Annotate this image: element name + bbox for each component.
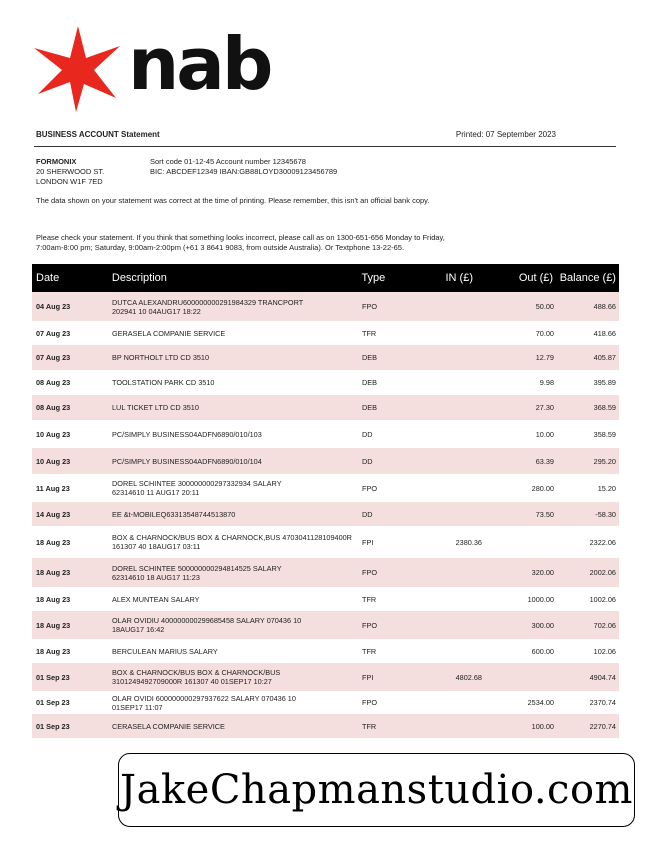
bic-iban: BIC: ABCDEF12349 IBAN:GB88LOYD30009123456789: [150, 167, 338, 176]
cell-balance: 2002.06: [589, 568, 616, 577]
transactions-table: [32, 264, 619, 738]
statement-title: BUSINESS ACCOUNT Statement: [36, 130, 160, 139]
description-line: 62314610 11 AUG17 20:11: [112, 488, 200, 497]
table-row: [32, 714, 619, 738]
description-line: BP NORTHOLT LTD CD 3510: [112, 353, 210, 362]
cell-balance: 418.66: [593, 328, 616, 338]
cell-date: 04 Aug 23: [36, 302, 71, 311]
cell-out: 70.00: [535, 328, 554, 338]
cell-type: FPO: [362, 302, 377, 311]
description-line: CERASELA COMPANIE SERVICE: [112, 721, 225, 731]
nab-logo: [32, 24, 272, 114]
cell-type: DEB: [362, 353, 378, 362]
cell-balance: 2370.74: [589, 698, 616, 707]
cell-date: 18 Aug 23: [36, 568, 71, 577]
cell-description: [110, 533, 360, 551]
cell-balance: 102.06: [593, 646, 616, 656]
cell-type: FPI: [362, 672, 374, 682]
account-name: FORMONIX: [36, 157, 77, 166]
logo-wordmark: nab: [128, 22, 271, 106]
description-line: ALEX MUNTEAN SALARY: [112, 594, 200, 604]
description-line: DUTCA ALEXANDRU600000000291984329 TRANCPORT: [112, 297, 304, 307]
cell-out: 73.50: [535, 509, 554, 519]
cell-balance: 295.20: [593, 456, 616, 466]
cell-date: 08 Aug 23: [36, 403, 71, 412]
check-note: Please check your statement. If you think that something looks incorrect, please call as on 1300-651-656 Monday to Friday, 7:00am-8:00 pm; Saturday, 9:00am-2:00pm (+61 3 8641 9083, from outside Australia). Or Textphone 13-22-65.: [36, 233, 445, 252]
cell-out: 12.79: [535, 353, 554, 362]
cell-date: 10 Aug 23: [36, 429, 71, 439]
table-row: [32, 345, 619, 370]
table-row: [32, 611, 619, 639]
cell-out: 600.00: [531, 646, 554, 656]
cell-out: 27.30: [535, 403, 554, 412]
cell-type: FPO: [362, 568, 377, 577]
cell-type: FPI: [362, 537, 374, 547]
cell-type: DEB: [362, 378, 378, 387]
cell-date: 11 Aug 23: [36, 483, 70, 493]
description-line: 3101249492709000R 161307 40 01SEP17 10:27: [112, 677, 272, 686]
cell-out: 9.98: [539, 378, 554, 387]
cell-type: DD: [362, 509, 373, 519]
table-row: [32, 292, 619, 321]
cell-balance: 395.89: [593, 378, 616, 387]
cell-out: 100.00: [531, 721, 554, 731]
cell-date: 07 Aug 23: [36, 328, 71, 338]
cell-description: [110, 722, 360, 731]
description-line: BOX & CHARNOCK/BUS BOX & CHARNOCK/BUS: [112, 668, 281, 677]
description-line: 161307 40 18AUG17 03:11: [112, 542, 201, 551]
cell-in: 2380.36: [455, 537, 482, 547]
description-line: OLAR OVIDI 600000000297937622 SALARY 070436 10: [112, 693, 296, 703]
header-out: Out (£): [518, 272, 554, 284]
cell-description: [110, 616, 360, 634]
cell-description: [110, 564, 360, 582]
cell-date: 14 Aug 23: [36, 509, 71, 519]
table-row: [32, 587, 619, 611]
header-date: Date: [36, 272, 60, 284]
cell-description: [110, 329, 360, 338]
cell-balance: 368.59: [593, 403, 616, 412]
cell-date: 01 Sep 23: [36, 698, 70, 707]
address-line: 20 SHERWOOD ST.: [36, 167, 105, 176]
table-header: [32, 264, 619, 292]
cell-type: TFR: [362, 594, 377, 604]
cell-balance: -58.30: [595, 509, 616, 519]
cell-out: 10.00: [535, 429, 554, 439]
cell-out: 1000.00: [527, 594, 554, 604]
accuracy-note: The data shown on your statement was correct at the time of printing. Please remember, this isn't an official bank copy.: [36, 196, 430, 205]
cell-date: 18 Aug 23: [36, 594, 71, 604]
cell-description: [110, 479, 360, 497]
table-row: [32, 639, 619, 663]
cell-balance: 2322.06: [589, 537, 616, 547]
description-line: PC/SIMPLY BUSINESS04ADFN6890/010/104: [112, 456, 262, 466]
table-row: [32, 474, 619, 502]
description-line: EE &t-MOBILEQ63313548744513870: [112, 509, 236, 519]
table-row: [32, 420, 619, 448]
cell-type: DEB: [362, 403, 378, 412]
cell-type: FPO: [362, 620, 377, 630]
table-row: [32, 502, 619, 526]
cell-balance: 405.87: [593, 353, 616, 362]
description-line: 202941 10 04AUG17 18:22: [112, 306, 201, 316]
cell-out: 280.00: [531, 483, 554, 493]
cell-balance: 702.06: [593, 620, 616, 630]
cell-description: [110, 595, 360, 604]
description-line: PC/SIMPLY BUSINESS04ADFN6890/010/103: [112, 429, 262, 439]
cell-type: DD: [362, 429, 373, 439]
cell-description: [110, 403, 360, 412]
account-address: [36, 157, 104, 187]
header-description: Description: [111, 272, 167, 284]
cell-date: 18 Aug 23: [36, 537, 71, 547]
cell-description: [110, 510, 360, 519]
cell-balance: 15.20: [597, 483, 616, 493]
cell-type: TFR: [362, 646, 377, 656]
cell-date: 10 Aug 23: [36, 456, 71, 466]
cell-balance: 2270.74: [589, 721, 616, 731]
table-row: [32, 558, 619, 587]
header-balance: Balance (£): [559, 272, 616, 284]
header-in: IN (£): [445, 272, 473, 284]
table-row: [32, 663, 619, 691]
cell-type: TFR: [362, 328, 377, 338]
description-line: 62314610 18 AUG17 11:23: [112, 572, 200, 582]
cell-date: 07 Aug 23: [36, 353, 71, 362]
description-line: 18AUG17 16:42: [112, 625, 165, 634]
cell-type: FPO: [362, 483, 377, 493]
cell-date: 01 Sep 23: [36, 672, 70, 682]
watermark: [118, 753, 635, 827]
star-icon: [32, 24, 124, 114]
table-row: [32, 691, 619, 714]
description-line: GERASELA COMPANIE SERVICE: [112, 328, 226, 338]
cell-description: [110, 378, 360, 387]
printed-date: Printed: 07 September 2023: [455, 130, 556, 139]
table-row: [32, 526, 619, 558]
cell-in: 4802.68: [455, 672, 482, 682]
description-line: 01SEP17 11:07: [112, 702, 163, 712]
table-row: [32, 395, 619, 420]
address-line: LONDON W1F 7ED: [36, 177, 103, 186]
cell-balance: 1002.06: [589, 594, 616, 604]
description-line: DOREL SCHINTEE 500000000294814525 SALARY: [112, 563, 282, 573]
cell-out: 50.00: [535, 302, 554, 311]
cell-balance: 358.59: [593, 429, 616, 439]
cell-type: TFR: [362, 721, 377, 731]
description-line: BOX & CHARNOCK/BUS BOX & CHARNOCK,BUS 4703041128109400R: [112, 533, 352, 542]
table-row: [32, 370, 619, 395]
cell-description: [110, 430, 360, 439]
cell-date: 08 Aug 23: [36, 378, 71, 387]
cell-out: 63.39: [535, 456, 554, 466]
cell-description: [110, 298, 360, 316]
header-type: Type: [361, 272, 386, 284]
cell-description: [110, 457, 360, 466]
cell-date: 01 Sep 23: [36, 721, 70, 731]
cell-description: [110, 694, 360, 712]
description-line: LUL TICKET LTD CD 3510: [112, 403, 199, 412]
cell-out: 300.00: [531, 620, 554, 630]
header-divider: [34, 146, 616, 147]
description-line: BERCULEAN MARIUS SALARY: [112, 646, 218, 656]
cell-date: 18 Aug 23: [36, 646, 71, 656]
cell-date: 18 Aug 23: [36, 620, 71, 630]
bank-details: [150, 157, 337, 177]
cell-out: 2534.00: [527, 698, 554, 707]
cell-description: [110, 668, 360, 686]
cell-description: [110, 647, 360, 656]
cell-balance: 488.66: [593, 302, 616, 311]
cell-type: FPO: [362, 698, 377, 707]
watermark-text: JakeChapmanstudio.com: [120, 767, 633, 813]
cell-type: DD: [362, 456, 373, 466]
description-line: OLAR OVIDIU 400000000299685458 SALARY 070436 10: [112, 616, 302, 625]
table-body: [32, 292, 619, 738]
cell-description: [110, 353, 360, 362]
description-line: TOOLSTATION PARK CD 3510: [112, 378, 215, 387]
table-row: [32, 321, 619, 345]
description-line: DOREL SCHINTEE 300000000297332934 SALARY: [112, 479, 282, 488]
sort-code: Sort code 01-12-45 Account number 12345678: [150, 157, 306, 166]
table-row: [32, 448, 619, 474]
cell-out: 320.00: [531, 568, 554, 577]
cell-balance: 4904.74: [589, 672, 616, 682]
